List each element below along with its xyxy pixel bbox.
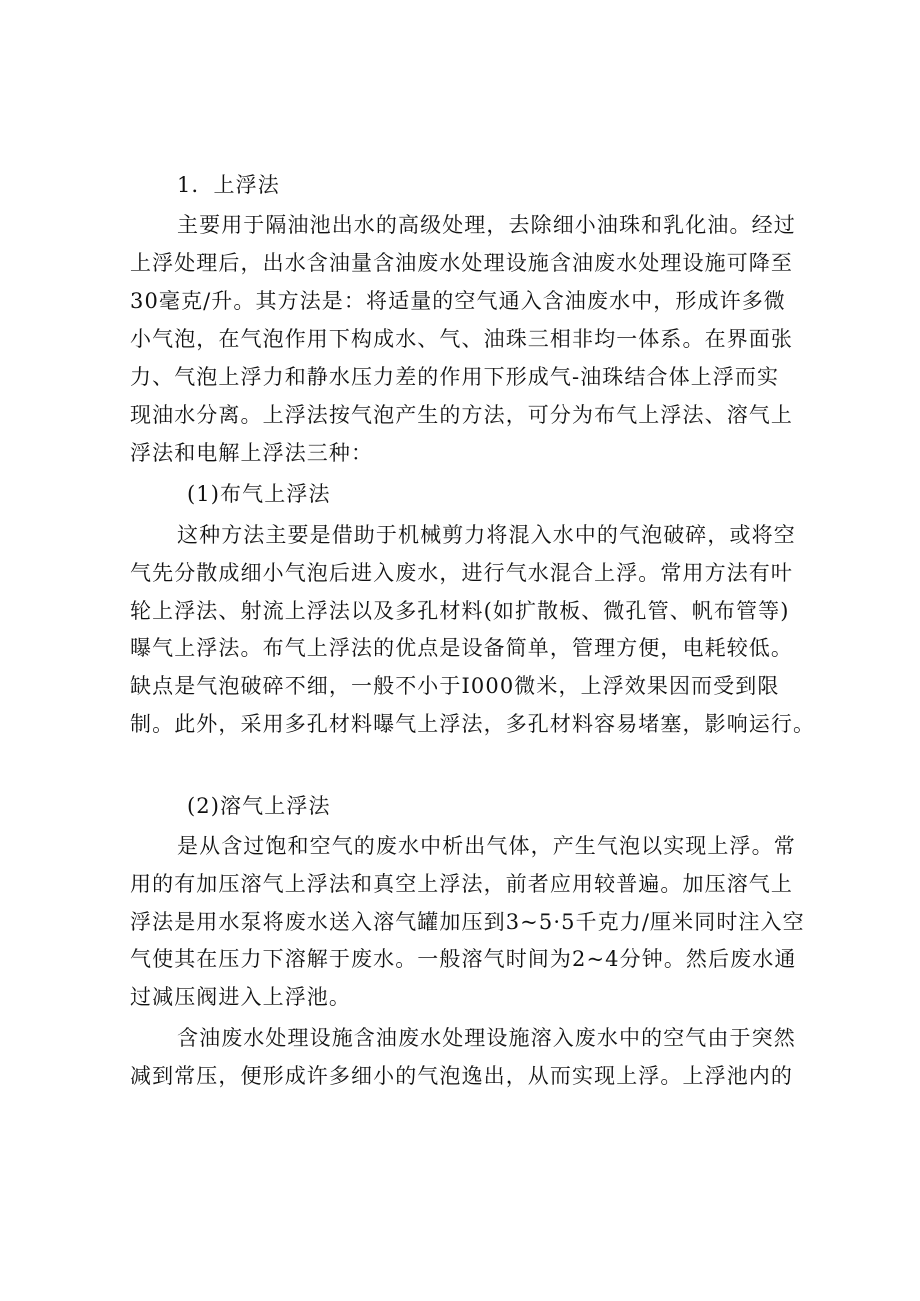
paragraph-line: 浮法和电解上浮法三种：	[130, 441, 374, 465]
subsection-title: (2)溶气上浮法	[187, 794, 331, 818]
paragraph-line: 减到常压，便形成许多细小的气泡逸出，从而实现上浮。上浮池内的	[130, 1064, 793, 1088]
paragraph-line: 过减压阀进入上浮池。	[130, 985, 351, 1010]
paragraph-line: 这种方法主要是借助于机械剪力将混入水中的气泡破碎，或将空	[177, 523, 796, 547]
paragraph-line: 制。此外，采用多孔材料曝气上浮法，多孔材料容易堵塞，影响运行。	[130, 712, 816, 736]
paragraph-line: 主要用于隔油池出水的高级处理，去除细小油珠和乳化油。经过	[177, 213, 796, 237]
paragraph-line: 力、气泡上浮力和静水压力差的作用下形成气-油珠结合体上浮而实	[130, 365, 780, 389]
paragraph-line: 曝气上浮法。布气上浮法的优点是设备简单，管理方便，电耗较低。	[130, 636, 793, 661]
paragraph-line: 小气泡，在气泡作用下构成水、气、油珠三相非均一体系。在界面张	[130, 327, 793, 351]
section-title: 1．上浮法	[177, 173, 280, 197]
paragraph-line: 缺点是气泡破碎不细，一般不小于I000微米，上浮效果因而受到限	[130, 674, 780, 699]
paragraph-line: 气先分散成细小气泡后进入废水，进行气水混合上浮。常用方法有叶	[130, 560, 793, 585]
paragraph-line: 现油水分离。上浮法按气泡产生的方法，可分为布气上浮法、溶气上	[130, 403, 793, 427]
paragraph-line: 上浮处理后，出水含油量含油废水处理设施含油废水处理设施可降至	[130, 251, 793, 275]
paragraph-line: 用的有加压溶气上浮法和真空上浮法，前者应用较普遍。加压溶气上	[130, 871, 793, 896]
paragraph-line: 是从含过饱和空气的废水中析出气体，产生气泡以实现上浮。常	[177, 834, 796, 858]
paragraph-line: 30毫克/升。其方法是：将适量的空气通入含油废水中，形成许多微	[130, 289, 786, 313]
paragraph-line: 轮上浮法、射流上浮法以及多孔材料(如扩散板、微孔管、帆布管等)	[130, 598, 790, 623]
paragraph-line: 浮法是用水泵将废水送入溶气罐加压到3~5·5千克力/厘米同时注入空	[130, 909, 805, 934]
subsection-title: (1)布气上浮法	[187, 482, 331, 506]
paragraph-line: 含油废水处理设施含油废水处理设施溶入废水中的空气由于突然	[177, 1026, 796, 1050]
paragraph-line: 气使其在压力下溶解于废水。一般溶气时间为2~4分钟。然后废水通	[130, 947, 797, 972]
